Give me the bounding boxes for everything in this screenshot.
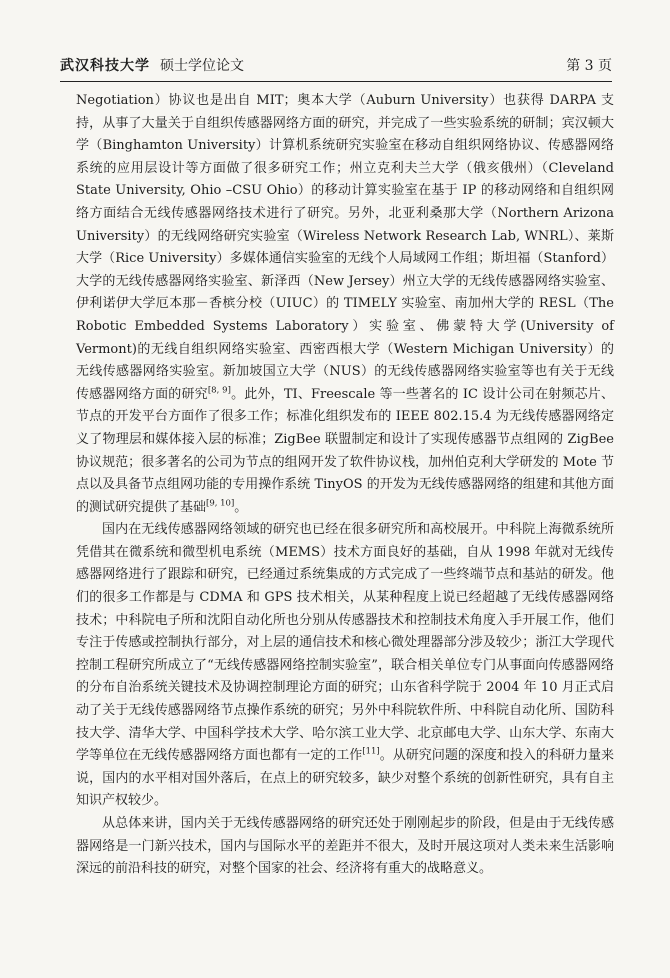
thesis-type: 硕士学位论文 <box>160 58 244 74</box>
paragraph-domestic-research: 国内在无线传感器网络领域的研究也已经在很多研究所和高校展开。中科院上海微系统所凭借其在微系统和微型机电系统（MEMS）技术方面良好的基础，自从 1998 年就对无线传感器网络进行了跟踪和研究，已经通过系统集成的方式完成了一些终端节点和基站的研发。他们的很多工作都是与 CDMA 和 GPS 技术相关，从某种程度上说已经超越了无线传感器网络技术；中科院电子所和沈阳自动化所也分别从传感器技术和控制技术角度入手开展工作，他们专注于传感或控制执行部分，对上层的通信技术和核心微处理器部分涉及较少；浙江大学现代控制工程研究所成立了“无线传感器网络控制实验室”，联合相关单位专门从事面向传感器网络的分布自治系统关键技术及协调控制理论方面的研究；山东省科学院于 2004 年 10 月正式启动了关于无线传感器网络节点操作系统的研究；另外中科院软件所、中科院自动化所、国防科技大学、清华大学、中国科学技术大学、哈尔滨工业大学、北京邮电大学、山东大学、东南大学等单位在无线传感器网络方面也都有一定的工作[11]。从研究问题的深度和投入的科研力量来说，国内的水平相对国外落后，在点上的研究较多，缺少对整个系统的创新性研究，具有自主知识产权较少。 <box>76 522 614 809</box>
body-text <box>76 90 614 881</box>
running-header <box>60 56 612 82</box>
page-number: 第 3 页 <box>566 58 612 74</box>
university-name: 武汉科技大学 <box>60 58 150 74</box>
paragraph-summary: 从总体来讲，国内关于无线传感器网络的研究还处于刚刚起步的阶段，但是由于无线传感器网络是一门新兴技术，国内与国际水平的差距并不很大，及时开展这项对人类未来生活影响深远的前沿科技的研究，对整个国家的社会、经济将有重大的战略意义。 <box>76 816 614 877</box>
citation: [9, 10] <box>206 498 235 509</box>
citation: [8, 9] <box>207 385 231 396</box>
citation: [11] <box>362 746 380 757</box>
paragraph-foreign-research: Negotiation）协议也是出自 MIT；奥本大学（Auburn University）也获得 DARPA 支持，从事了大量关于自组织传感器网络方面的研究，并完成了一些实验系统的研制；宾汉顿大学（Binghamton University）计算机系统研究实验室在移动自组织网络协议、传感器网络系统的应用层设计等方面做了很多研究工作；州立克利夫兰大学（俄亥俄州）（Cleveland State University, Ohio –CSU Ohio）的移动计算实验室在基于 IP 的移动网络和自组织网络方面结合无线传感器网络技术进行了研究。另外，北亚利桑那大学（Northern Arizona University）的无线网络研究实验室（Wireless Network Research Lab, WNRL）、莱斯大学（Rice University）多媒体通信实验室的无线个人局域网工作组；斯坦福（Stanford）大学的无线传感器网络实验室、新泽西（New Jersey）州立大学的无线传感器网络实验室、伊利诺伊大学厄本那－香槟分校（UIUC）的 TIMELY 实验室、南加州大学的 RESL（The Robotic Embedded Systems Laboratory）实验室、佛蒙特大学(University of Vermont)的无线自组织网络实验室、西密西根大学（Western Michigan University）的无线传感器网络实验室。新加坡国立大学（NUS）的无线传感器网络实验室等也有关于无线传感器网络方面的研究[8, 9]。此外，TI、Freescale 等一些著名的 IC 设计公司在射频芯片、节点的开发平台方面作了很多工作；标准化组织发布的 IEEE 802.15.4 为无线传感器网络定义了物理层和媒体接入层的标准；ZigBee 联盟制定和设计了实现传感器节点组网的 ZigBee 协议规范；很多著名的公司为节点的组网开发了软件协议栈，加州伯克利大学研发的 Mote 节点以及具备节点组网功能的专用操作系统 TinyOS 的开发为无线传感器网络的组建和其他方面的测试研究提供了基础[9, 10]。 <box>76 93 614 515</box>
